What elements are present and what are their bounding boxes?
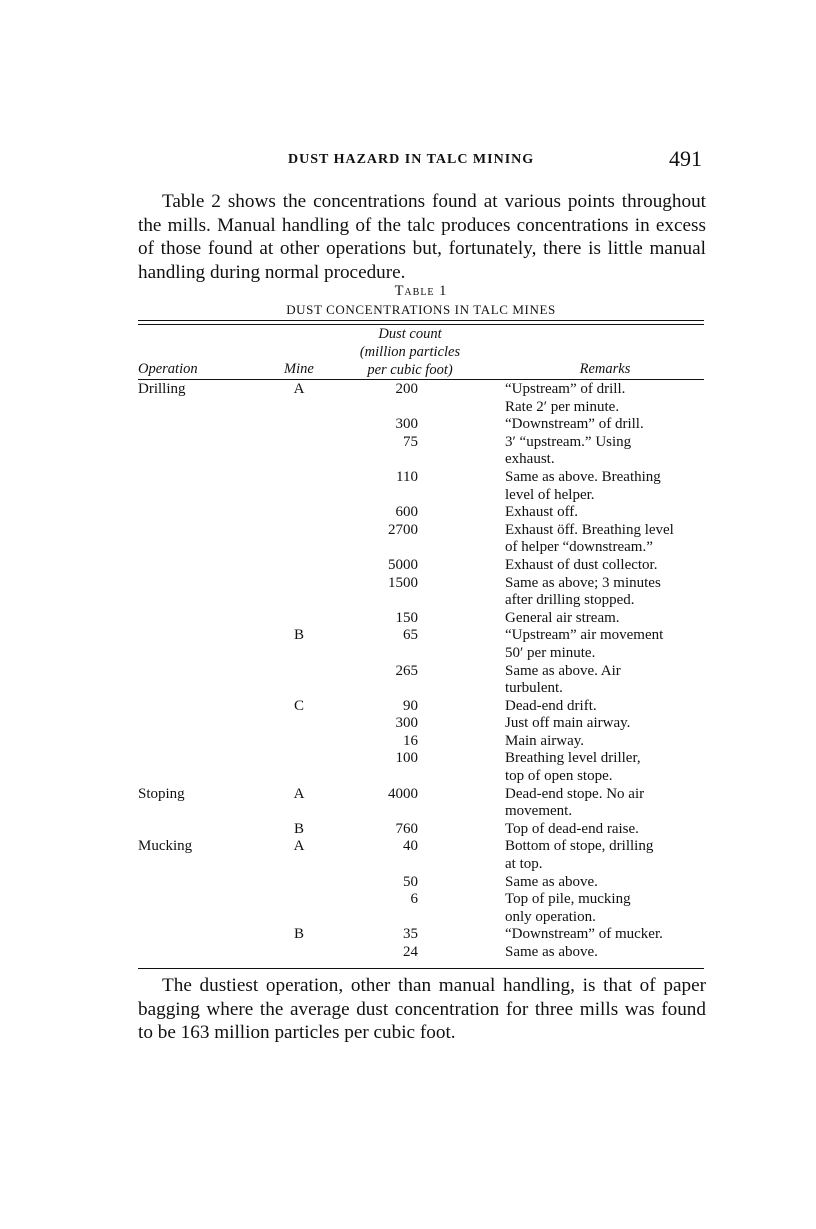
cell-remarks <box>505 575 705 610</box>
cell-dust-count: 300 <box>395 715 418 732</box>
remarks-line: “Upstream” air movement <box>505 627 664 644</box>
table-row <box>138 434 704 469</box>
cell-remarks <box>505 416 705 434</box>
cell-remarks <box>505 838 705 873</box>
cell-dust-count: 35 <box>403 926 418 943</box>
remarks-line: Same as above. Breathing <box>505 468 661 485</box>
remarks-line: Exhaust off. <box>505 504 579 521</box>
remarks-line: turbulent. <box>505 680 563 697</box>
cell-remarks <box>505 715 705 733</box>
cell-dust-count: 4000 <box>388 785 418 802</box>
intro-paragraph <box>138 190 706 284</box>
remarks-line: Same as above; 3 minutes <box>505 574 661 591</box>
remarks-line: Just off main airway. <box>505 715 631 732</box>
cell-mine: C <box>293 697 304 714</box>
remarks-line: movement. <box>505 803 573 820</box>
remarks-line: “Upstream” of drill. <box>505 381 626 397</box>
cell-mine: A <box>293 785 305 802</box>
cell-dust-count: 600 <box>395 504 418 521</box>
table-title: Table 1 <box>394 283 448 299</box>
dust-count-header-line: (million particles <box>359 344 461 360</box>
remarks-line: Top of dead-end raise. <box>505 820 639 837</box>
table-row <box>138 522 704 557</box>
page-number: 491 <box>669 146 702 171</box>
cell-dust-count: 5000 <box>388 556 418 573</box>
table-row <box>138 610 704 628</box>
cell-remarks <box>505 504 705 522</box>
remarks-line: Same as above. <box>505 873 598 890</box>
cell-remarks <box>505 522 705 557</box>
table-row <box>138 926 704 944</box>
cell-remarks <box>505 610 705 628</box>
cell-dust-count: 200 <box>395 381 418 397</box>
table-row <box>138 575 704 610</box>
remarks-line: top of open stope. <box>505 768 613 785</box>
table-row <box>138 838 704 873</box>
cell-remarks <box>505 381 705 416</box>
remarks-line: at top. <box>505 856 543 873</box>
column-header-operation: Operation <box>138 361 198 377</box>
table-top-rule <box>138 320 704 321</box>
remarks-line: Exhaust öff. Breathing level <box>505 521 674 538</box>
cell-operation: Mucking <box>138 838 193 855</box>
cell-remarks <box>505 663 705 698</box>
remarks-line: level of helper. <box>505 486 595 503</box>
cell-dust-count: 300 <box>395 416 418 433</box>
cell-dust-count: 6 <box>410 891 418 908</box>
cell-dust-count: 265 <box>395 662 418 679</box>
column-header-dust-count <box>340 325 480 379</box>
table-row <box>138 698 704 716</box>
cell-dust-count: 150 <box>395 609 418 626</box>
cell-operation: Drilling <box>138 381 186 397</box>
remarks-line: Main airway. <box>505 732 584 749</box>
remarks-line: “Downstream” of drill. <box>505 416 644 433</box>
remarks-line: “Downstream” of mucker. <box>505 926 663 943</box>
remarks-line: Same as above. <box>505 944 598 960</box>
table-row <box>138 944 704 962</box>
cell-remarks <box>505 627 705 662</box>
table-row <box>138 821 704 839</box>
intro-line: handling during normal procedure. <box>138 261 406 283</box>
table-header-rule <box>138 379 704 380</box>
table-row <box>138 381 704 416</box>
remarks-line: only operation. <box>505 908 596 925</box>
cell-remarks <box>505 786 705 821</box>
table-row <box>138 557 704 575</box>
remarks-line: Top of pile, mucking <box>505 891 631 908</box>
cell-mine: B <box>293 820 304 837</box>
dust-count-header-line: per cubic foot) <box>367 362 453 378</box>
table-caption: DUST CONCENTRATIONS IN TALC MINES <box>286 302 556 317</box>
column-header-mine: Mine <box>284 361 314 377</box>
outro-line: The dustiest operation, other than manual handling, is that of paper <box>162 975 706 996</box>
cell-dust-count: 75 <box>403 433 418 450</box>
remarks-line: exhaust. <box>505 451 555 468</box>
remarks-line: General air stream. <box>505 609 620 626</box>
cell-remarks <box>505 944 705 962</box>
remarks-line: Dead-end stope. No air <box>505 785 645 802</box>
cell-dust-count: 40 <box>403 838 418 855</box>
table-row <box>138 733 704 751</box>
cell-dust-count: 1500 <box>388 574 418 591</box>
cell-mine: B <box>293 926 304 943</box>
cell-mine: A <box>293 381 305 397</box>
cell-dust-count: 50 <box>403 873 418 890</box>
remarks-line: 50′ per minute. <box>505 644 596 661</box>
cell-dust-count: 100 <box>395 750 418 767</box>
remarks-line: Same as above. Air <box>505 662 621 679</box>
intro-line: Table 2 shows the concentrations found at various points throughout <box>162 191 706 212</box>
table-row <box>138 504 704 522</box>
column-header-remarks: Remarks <box>579 361 631 377</box>
table-row <box>138 750 704 785</box>
cell-remarks <box>505 557 705 575</box>
cell-remarks <box>505 750 705 785</box>
remarks-line: 3′ “upstream.” Using <box>505 433 632 450</box>
table-bottom-rule <box>138 968 704 969</box>
intro-line: the mills. Manual handling of the talc produces concentrations in excess <box>138 214 706 236</box>
cell-remarks <box>505 698 705 716</box>
table-row <box>138 715 704 733</box>
cell-remarks <box>505 733 705 751</box>
cell-dust-count: 16 <box>403 732 418 749</box>
table-row <box>138 663 704 698</box>
cell-remarks <box>505 926 705 944</box>
cell-dust-count: 65 <box>403 627 418 644</box>
cell-mine: B <box>293 627 304 644</box>
cell-dust-count: 24 <box>403 944 418 960</box>
table-body <box>138 381 704 962</box>
running-title: DUST HAZARD IN TALC MINING <box>288 152 535 167</box>
table-row <box>138 416 704 434</box>
cell-remarks <box>505 821 705 839</box>
remarks-line: Breathing level driller, <box>505 750 641 767</box>
table-row <box>138 627 704 662</box>
remarks-line: Bottom of stope, drilling <box>505 838 654 855</box>
remarks-line: Rate 2′ per minute. <box>505 398 620 415</box>
cell-remarks <box>505 434 705 469</box>
cell-mine: A <box>293 838 305 855</box>
cell-remarks <box>505 874 705 892</box>
page-header <box>138 148 704 176</box>
dust-count-header-line: Dust count <box>378 326 442 342</box>
cell-remarks <box>505 469 705 504</box>
outro-line: bagging where the average dust concentration for three mills was found <box>138 998 706 1020</box>
cell-dust-count: 760 <box>395 820 418 837</box>
remarks-line: of helper “downstream.” <box>505 539 653 556</box>
remarks-line: Dead-end drift. <box>505 697 597 714</box>
outro-line: to be 163 million particles per cubic foot. <box>138 1022 456 1043</box>
cell-remarks <box>505 891 705 926</box>
remarks-line: after drilling stopped. <box>505 592 635 609</box>
table-row <box>138 469 704 504</box>
cell-dust-count: 90 <box>403 697 418 714</box>
intro-line: of those found at other operations but, fortunately, there is little manual <box>138 238 706 259</box>
remarks-line: Exhaust of dust collector. <box>505 556 658 573</box>
table-row <box>138 786 704 821</box>
outro-paragraph <box>138 974 706 1045</box>
cell-operation: Stoping <box>138 785 185 802</box>
table-row <box>138 891 704 926</box>
cell-dust-count: 110 <box>396 468 418 485</box>
cell-dust-count: 2700 <box>388 521 418 538</box>
table-row <box>138 874 704 892</box>
